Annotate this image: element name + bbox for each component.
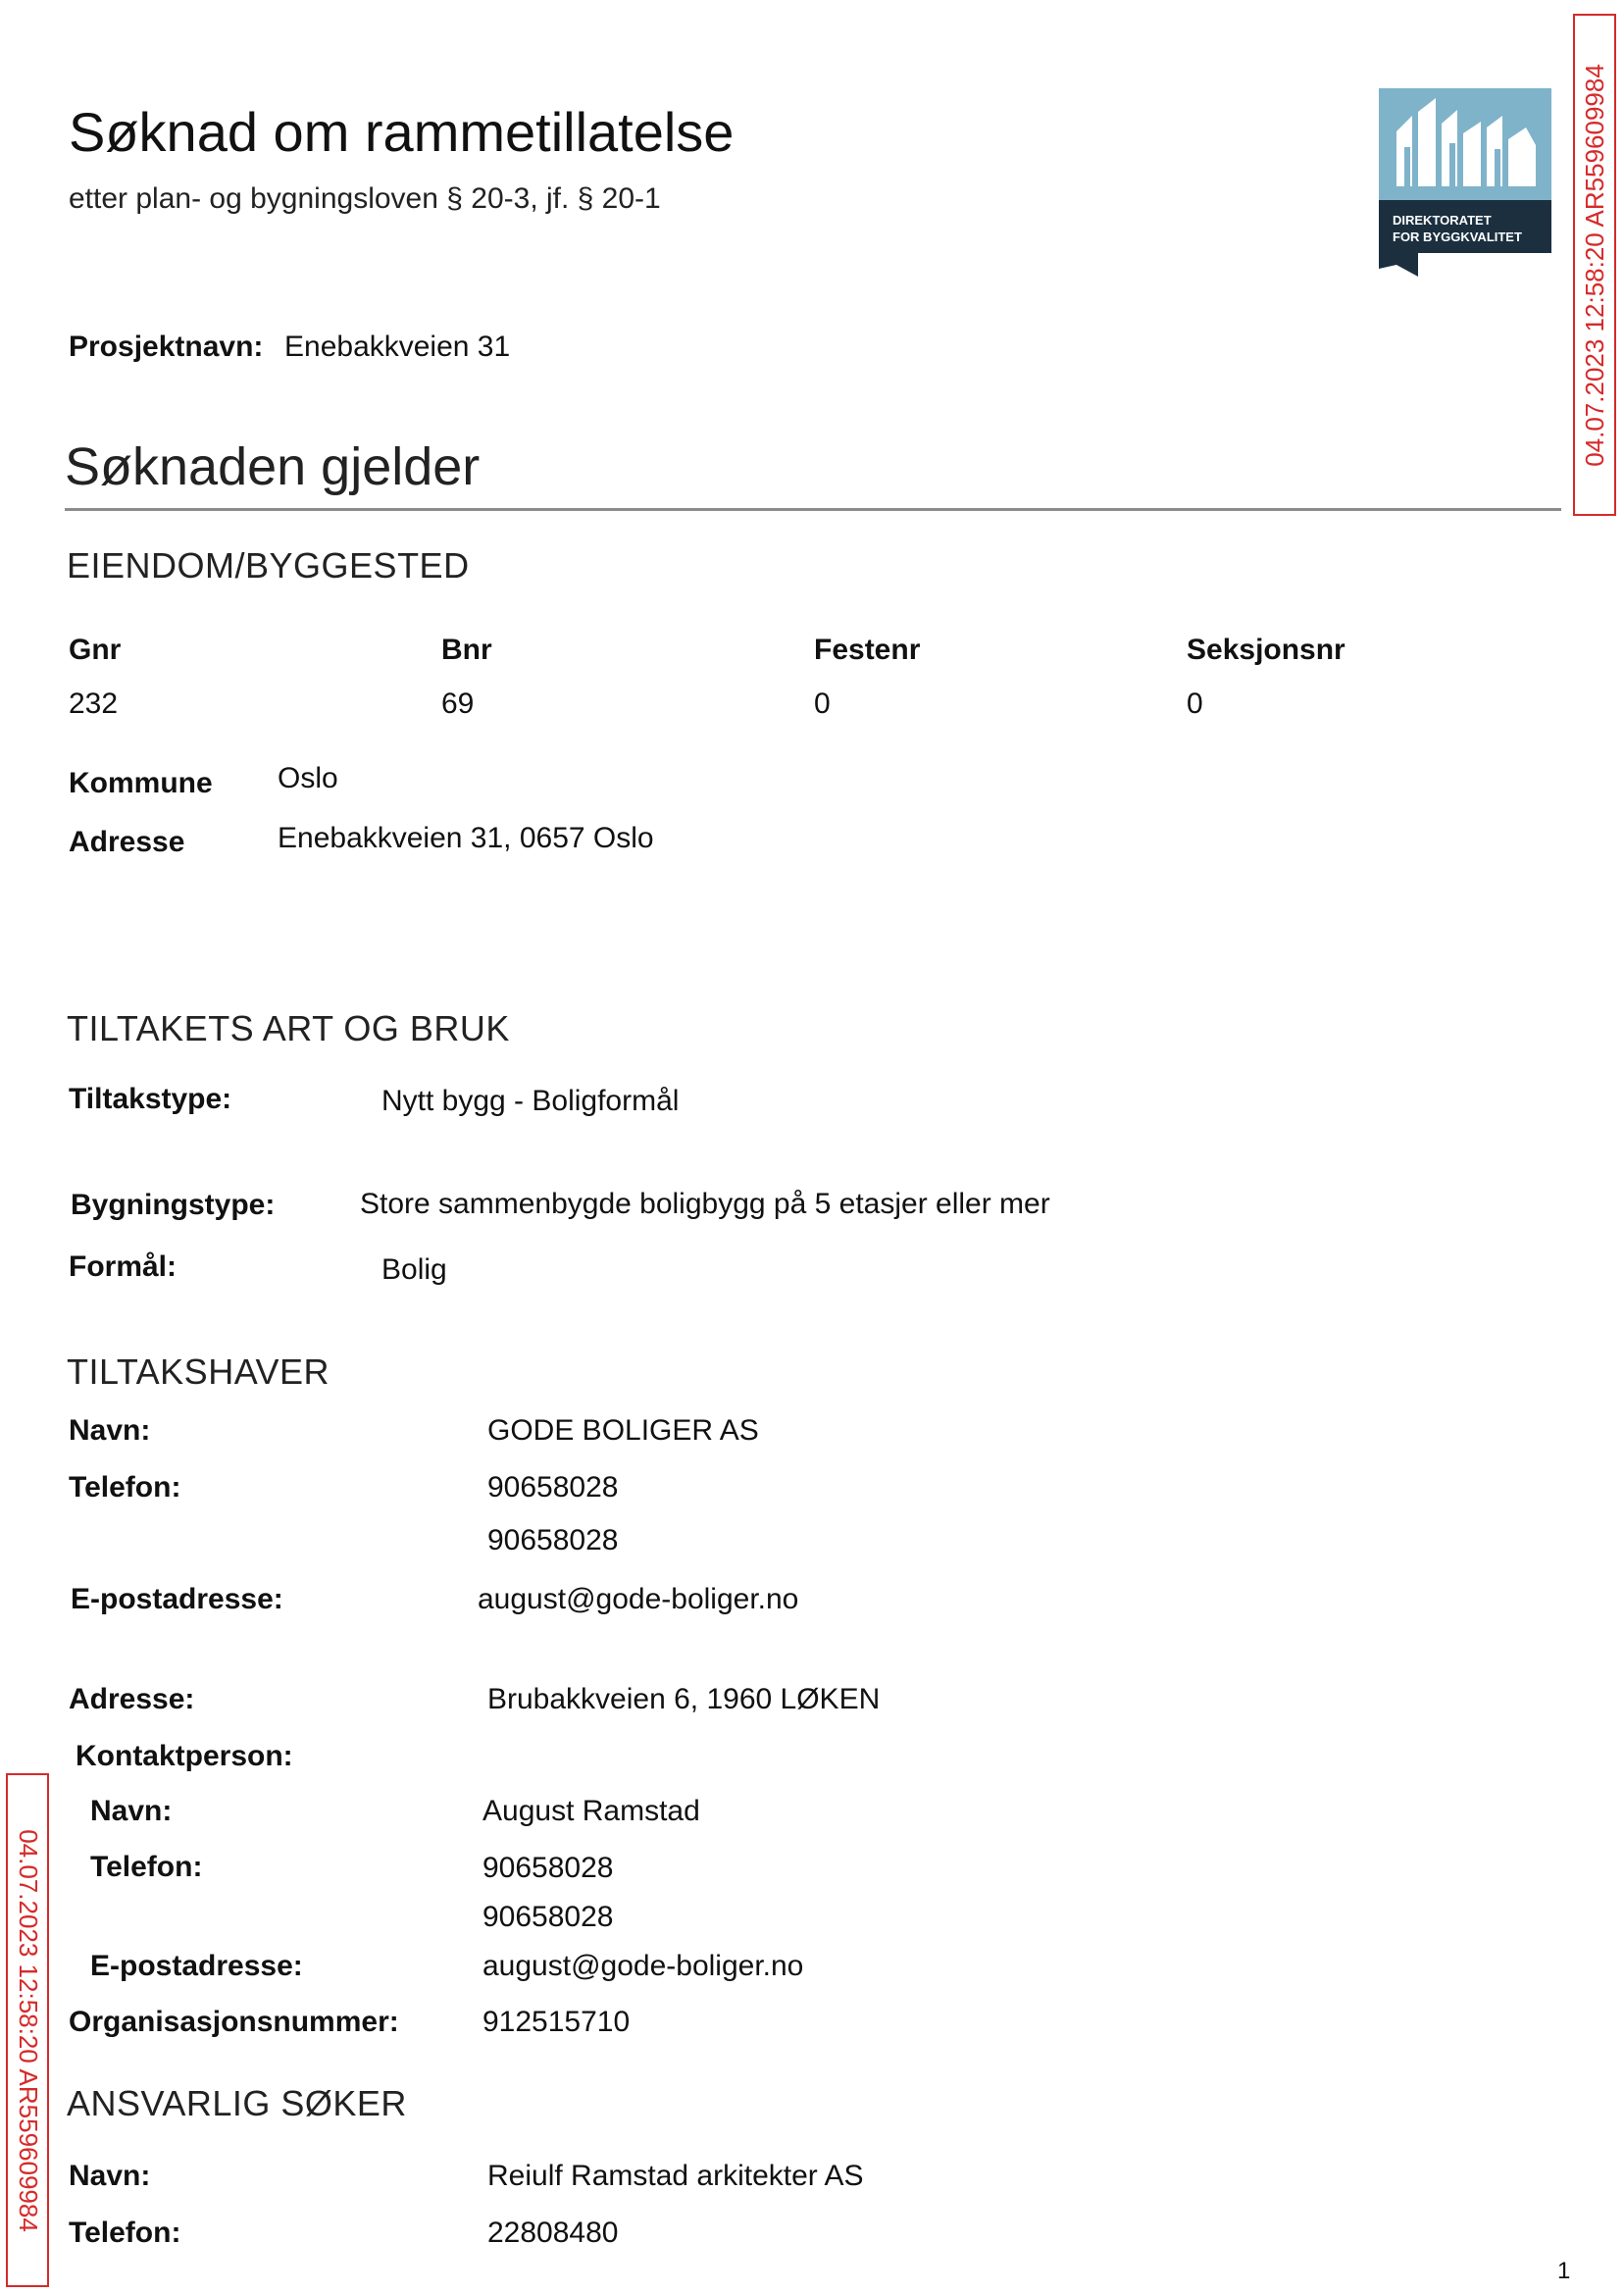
section-title-tiltakshaver: TILTAKSHAVER (67, 1351, 330, 1392)
document-subtitle: etter plan- og bygningsloven § 20-3, jf. § 20-1 (69, 182, 661, 215)
page-number: 1 (1557, 2258, 1571, 2284)
kontakt-epost-value: august@gode-boliger.no (482, 1950, 804, 1982)
orgnr-label: Organisasjonsnummer: (69, 2006, 399, 2038)
ansvarlig-telefon-value: 22808480 (487, 2217, 619, 2249)
tiltakshaver-telefon-value: 90658028 (487, 1524, 619, 1556)
kontaktperson-label: Kontaktperson: (76, 1740, 293, 1772)
archive-stamp-left (6, 1773, 49, 2287)
heading-rule (65, 508, 1561, 511)
bnr-value: 69 (441, 688, 475, 720)
dibk-logo (1379, 88, 1551, 277)
adresse-value: Enebakkveien 31, 0657 Oslo (278, 822, 654, 854)
festenr-value: 0 (814, 688, 831, 720)
seksjonsnr-label: Seksjonsnr (1187, 634, 1345, 666)
kontakt-navn-label: Navn: (90, 1795, 173, 1827)
tiltakshaver-navn-label: Navn: (69, 1414, 151, 1447)
kontakt-telefon-value: 90658028 (482, 1852, 614, 1884)
bygningstype-label: Bygningstype: (71, 1189, 276, 1221)
tiltakstype-value: Nytt bygg - Boligformål (381, 1085, 680, 1117)
tiltakshaver-adresse-label: Adresse: (69, 1683, 195, 1715)
gnr-value: 232 (69, 688, 119, 720)
tiltakshaver-adresse-value: Brubakkveien 6, 1960 LØKEN (487, 1683, 881, 1715)
kommune-value: Oslo (278, 762, 338, 794)
tiltakshaver-telefon-value: 90658028 (487, 1471, 619, 1504)
formal-label: Formål: (69, 1250, 178, 1283)
ansvarlig-navn-value: Reiulf Ramstad arkitekter AS (487, 2160, 864, 2192)
logo-text-line1: DIREKTORATET (1393, 213, 1492, 228)
seksjonsnr-value: 0 (1187, 688, 1203, 720)
kontakt-telefon-value: 90658028 (482, 1901, 614, 1933)
ansvarlig-navn-label: Navn: (69, 2160, 151, 2192)
gnr-label: Gnr (69, 634, 122, 666)
ansvarlig-telefon-label: Telefon: (69, 2217, 181, 2249)
kontakt-telefon-label: Telefon: (90, 1851, 203, 1883)
bygningstype-value: Store sammenbygde boligbygg på 5 etasjer eller mer (360, 1188, 1050, 1220)
formal-value: Bolig (381, 1253, 447, 1286)
tiltakstype-label: Tiltakstype: (69, 1083, 232, 1115)
kontakt-epost-label: E-postadresse: (90, 1950, 303, 1982)
stamp-text: 04.07.2023 12:58:20 AR559609984 (13, 1828, 43, 2232)
adresse-label: Adresse (69, 826, 185, 858)
orgnr-value: 912515710 (482, 2006, 631, 2038)
stamp-text: 04.07.2023 12:58:20 AR559609984 (1579, 63, 1609, 467)
project-label: Prosjektnavn: (69, 331, 264, 363)
archive-stamp-top (1573, 14, 1616, 516)
main-heading: Søknaden gjelder (65, 437, 481, 496)
bnr-label: Bnr (441, 634, 492, 666)
section-title-property: EIENDOM/BYGGESTED (67, 545, 470, 586)
tiltakshaver-epost-label: E-postadresse: (71, 1583, 283, 1615)
tiltakshaver-navn-value: GODE BOLIGER AS (487, 1414, 759, 1447)
tiltakshaver-epost-value: august@gode-boliger.no (478, 1583, 799, 1615)
project-value: Enebakkveien 31 (284, 331, 511, 363)
kontakt-navn-value: August Ramstad (482, 1795, 700, 1827)
festenr-label: Festenr (814, 634, 921, 666)
tiltakshaver-telefon-label: Telefon: (69, 1471, 181, 1504)
section-title-tiltak: TILTAKETS ART OG BRUK (67, 1008, 510, 1048)
logo-text-line2: FOR BYGGKVALITET (1393, 229, 1522, 244)
document-title: Søknad om rammetillatelse (69, 101, 735, 163)
kommune-label: Kommune (69, 767, 213, 799)
section-title-ansvarlig: ANSVARLIG SØKER (67, 2083, 407, 2123)
